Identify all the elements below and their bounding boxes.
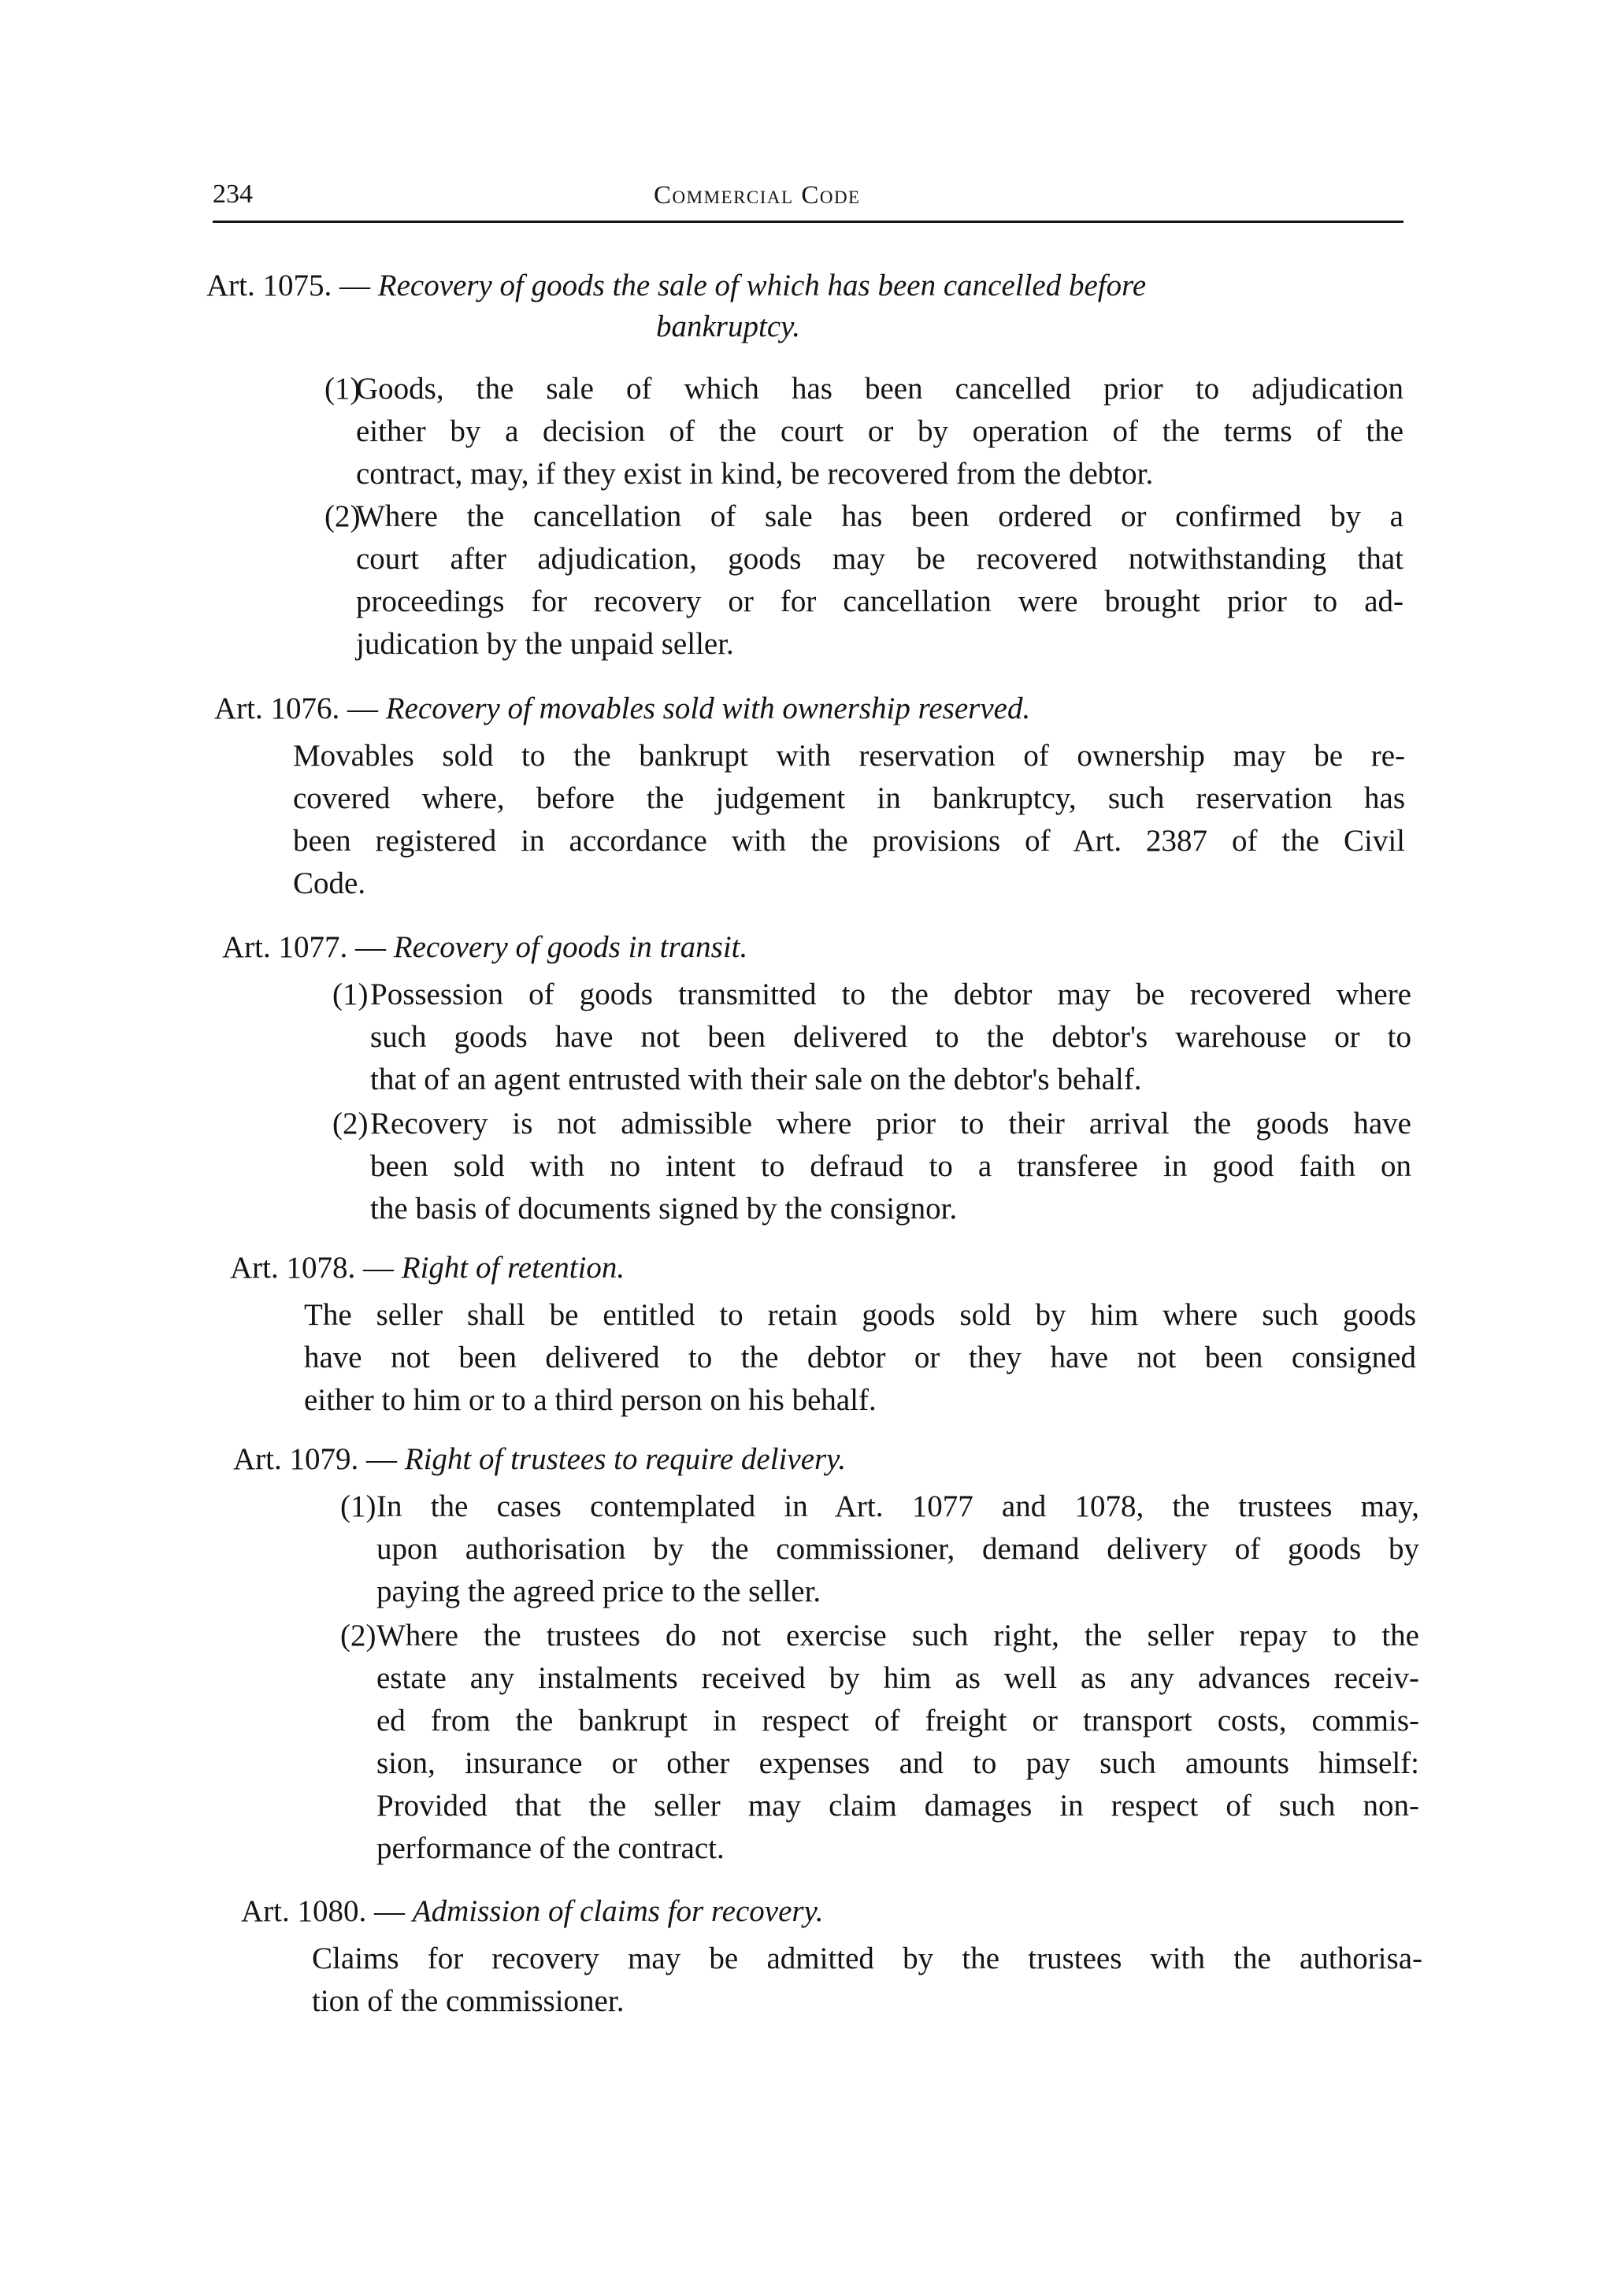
text-line: tion of the commissioner. (312, 1984, 625, 2018)
text-line: either by a decision of the court or by operation of the terms of the (356, 414, 1403, 448)
running-title: Commercial Code (654, 181, 861, 210)
text-line: that of an agent entrusted with their sale on the debtor's behalf. (370, 1063, 1142, 1096)
article-dash: — (363, 1251, 394, 1285)
text-line: Where the trustees do not exercise such right, the seller repay to the (376, 1619, 1419, 1652)
article-title: Admission of claims for recovery. (412, 1894, 824, 1928)
article-label: Art. 1076. (214, 692, 340, 725)
text-line: been registered in accordance with the provisions of Art. 2387 of the Civil (293, 824, 1405, 858)
text-line: either to him or to a third person on his behalf. (304, 1383, 877, 1417)
article-heading (222, 928, 747, 967)
page-number: 234 (213, 180, 253, 209)
header-rule (213, 221, 1403, 223)
text-line: sion, insurance or other expenses and to pay such amounts himself: (376, 1746, 1419, 1780)
article-heading (233, 1440, 846, 1479)
text-line: judication by the unpaid seller. (356, 627, 734, 661)
article-label: Art. 1080. (241, 1894, 367, 1928)
paragraph-number: (1) (332, 977, 369, 1011)
text-line: covered where, before the judgement in bankruptcy, such reservation has (293, 781, 1405, 815)
text-line: Claims for recovery may be admitted by the trustees with the authorisa- (312, 1942, 1422, 1975)
paragraph-number: (1) (324, 372, 361, 406)
text-line: Movables sold to the bankrupt with reservation of ownership may be re- (293, 739, 1405, 773)
article-heading (230, 1248, 625, 1288)
article-title: Recovery of goods in transit. (393, 930, 748, 964)
text-line: Recovery is not admissible where prior to their arrival the goods have (370, 1107, 1411, 1141)
text-line: In the cases contemplated in Art. 1077 and 1078, the trustees may, (376, 1489, 1419, 1523)
article-title: Recovery of movables sold with ownership reserved. (385, 692, 1031, 725)
text-line: Goods, the sale of which has been cancelled prior to adjudication (356, 372, 1403, 406)
text-line: such goods have not been delivered to the debtor's warehouse or to (370, 1020, 1411, 1054)
text-line: paying the agreed price to the seller. (376, 1575, 821, 1608)
text-line: Where the cancellation of sale has been ordered or confirmed by a (356, 499, 1403, 533)
text-line: ed from the bankrupt in respect of freight or transport costs, commis- (376, 1704, 1419, 1738)
paragraph-number: (2) (324, 499, 361, 533)
text-line: performance of the contract. (376, 1831, 725, 1865)
text-line: contract, may, if they exist in kind, be recovered from the debtor. (356, 457, 1154, 491)
article-title: Right of retention. (401, 1251, 625, 1285)
article-heading (206, 266, 1146, 306)
article-heading (214, 689, 1030, 729)
text-line: Code. (293, 866, 366, 900)
article-dash: — (347, 692, 378, 725)
text-line: Possession of goods transmitted to the debtor may be recovered where (370, 977, 1411, 1011)
article-label: Art. 1075. (206, 269, 332, 302)
paragraph-number: (2) (340, 1619, 376, 1652)
article-title: Recovery of goods the sale of which has been cancelled before (377, 269, 1147, 302)
article-heading (241, 1892, 824, 1931)
running-header (213, 180, 1402, 219)
text-line: upon authorisation by the commissioner, demand delivery of goods by (376, 1532, 1419, 1566)
text-line: court after adjudication, goods may be recovered notwithstanding that (356, 542, 1403, 576)
article-dash: — (374, 1894, 405, 1928)
article-title-cont: bankruptcy. (656, 310, 801, 343)
text-line: proceedings for recovery or for cancellation were brought prior to ad- (356, 584, 1403, 618)
article-label: Art. 1077. (222, 930, 348, 964)
paragraph-number: (1) (340, 1489, 376, 1523)
paragraph-number: (2) (332, 1107, 369, 1141)
text-line: the basis of documents signed by the consignor. (370, 1192, 958, 1226)
article-dash: — (339, 269, 370, 302)
article-dash: — (355, 930, 386, 964)
article-label: Art. 1079. (233, 1442, 359, 1476)
text-line: have not been delivered to the debtor or they have not been consigned (304, 1341, 1416, 1374)
article-title: Right of trustees to require delivery. (404, 1442, 847, 1476)
article-dash: — (366, 1442, 397, 1476)
article-label: Art. 1078. (230, 1251, 356, 1285)
text-line: been sold with no intent to defraud to a transferee in good faith on (370, 1149, 1411, 1183)
text-line: Provided that the seller may claim damages in respect of such non- (376, 1789, 1419, 1823)
text-line: estate any instalments received by him as well as any advances receiv- (376, 1661, 1419, 1695)
text-line: The seller shall be entitled to retain goods sold by him where such goods (304, 1298, 1416, 1332)
